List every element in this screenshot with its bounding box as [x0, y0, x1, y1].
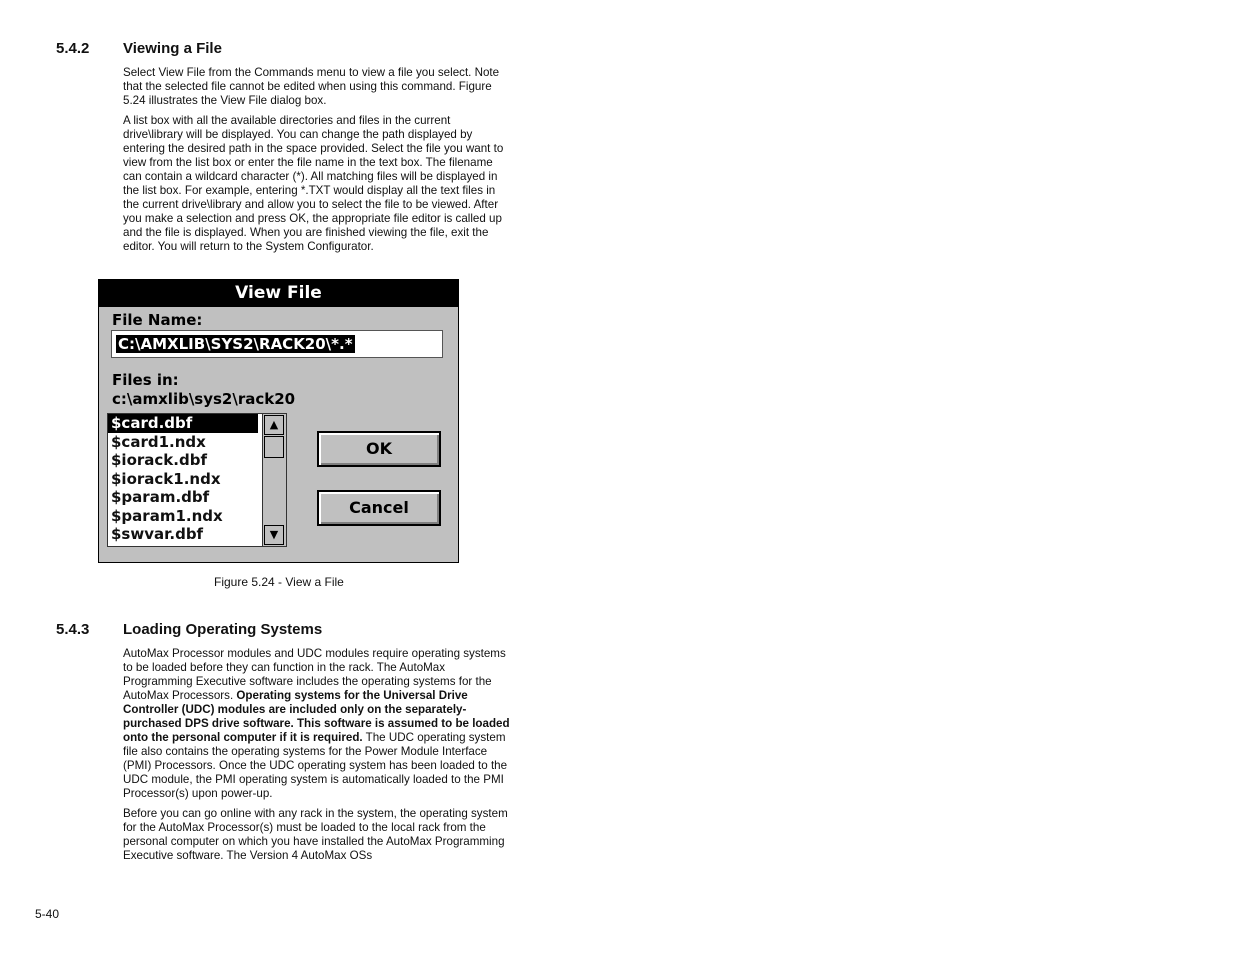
list-item[interactable]: $swvar.dbf	[111, 525, 204, 543]
figure-caption: Figure 5.24 - View a File	[214, 575, 344, 589]
list-item[interactable]: $card.dbf	[108, 414, 258, 433]
cancel-button[interactable]: Cancel	[317, 490, 441, 526]
files-in-path: c:\amxlib\sys2\rack20	[112, 390, 296, 408]
list-item[interactable]: $param.dbf	[111, 488, 210, 506]
list-item[interactable]: $iorack1.ndx	[111, 469, 221, 488]
scroll-down-icon[interactable]: ▼	[264, 525, 284, 545]
paragraph-bold-text: Operating systems for the Universal Drive Controller (UDC) modules are included only on the separately-purchased DPS drive software. This software is assumed to be loaded onto the personal computer if it is required.	[123, 689, 510, 744]
paragraph-text: The UDC operating system file also contains the operating systems for the Power Module Interface (PMI) Processors. Once the UDC operating system has been loaded to the UDC module, the PMI operating system is automatically loaded to the PMI Processor(s) upon power-up.	[123, 731, 508, 800]
list-item[interactable]: $param1.ndx	[111, 506, 223, 525]
paragraph-text: AutoMax Processor modules and UDC modules require operating systems to be loaded before they can function in the rack. The AutoMax Programming Executive software includes the operating systems for the AutoMax Processors.	[123, 647, 506, 702]
list-scrollbar[interactable]	[262, 414, 286, 546]
view-file-dialog	[98, 279, 459, 563]
section-number: 5.4.2	[56, 40, 90, 57]
section-body	[123, 647, 513, 863]
paragraph: Before you can go online with any rack in the system, the operating system for the AutoMax Processor(s) must be loaded to the local rack from the personal computer on which you have installed the AutoMax Programming Executive software. The Version 4 AutoMax OSs	[123, 807, 508, 862]
file-name-value: C:\AMXLIB\SYS2\RACK20\*.*	[118, 335, 353, 353]
list-item[interactable]: $card1.ndx	[111, 432, 206, 451]
section-body	[123, 66, 513, 254]
page-number: 5-40	[35, 907, 60, 921]
paragraph: Select View File from the Commands menu to view a file you select. Note that the selected file cannot be edited when using this command. Figure 5.24 illustrates the View File dialog box.	[123, 66, 500, 107]
files-in-label: Files in:	[112, 371, 179, 389]
paragraph: A list box with all the available directories and files in the current drive\library will be displayed. You can change the path displayed by entering the desired path in the space provided. Select the file you want to view from the list box or enter the file name in the text box. The filename can contain a wildcard character (*). All matching files will be displayed in the list box. For example, entering *.TXT would display all the text files in the current drive\library and allow you to select the file to be viewed. After you make a selection and press OK, the appropriate file editor is called up and the file is displayed. When you are finished viewing the file, exit the editor. You will return to the System Configurator.	[123, 114, 504, 253]
list-item[interactable]: $iorack.dbf	[111, 451, 207, 469]
ok-button[interactable]: OK	[317, 431, 441, 467]
scroll-up-icon[interactable]: ▲	[264, 415, 284, 435]
paragraph	[123, 647, 513, 801]
scroll-thumb[interactable]	[264, 436, 284, 458]
dialog-title: View File	[99, 280, 458, 307]
section-title: Viewing a File	[123, 40, 222, 57]
section-title: Loading Operating Systems	[123, 621, 323, 638]
section-number: 5.4.3	[56, 621, 90, 638]
file-name-label: File Name:	[112, 311, 203, 329]
file-name-input[interactable]	[111, 330, 443, 358]
file-list[interactable]	[107, 413, 287, 547]
